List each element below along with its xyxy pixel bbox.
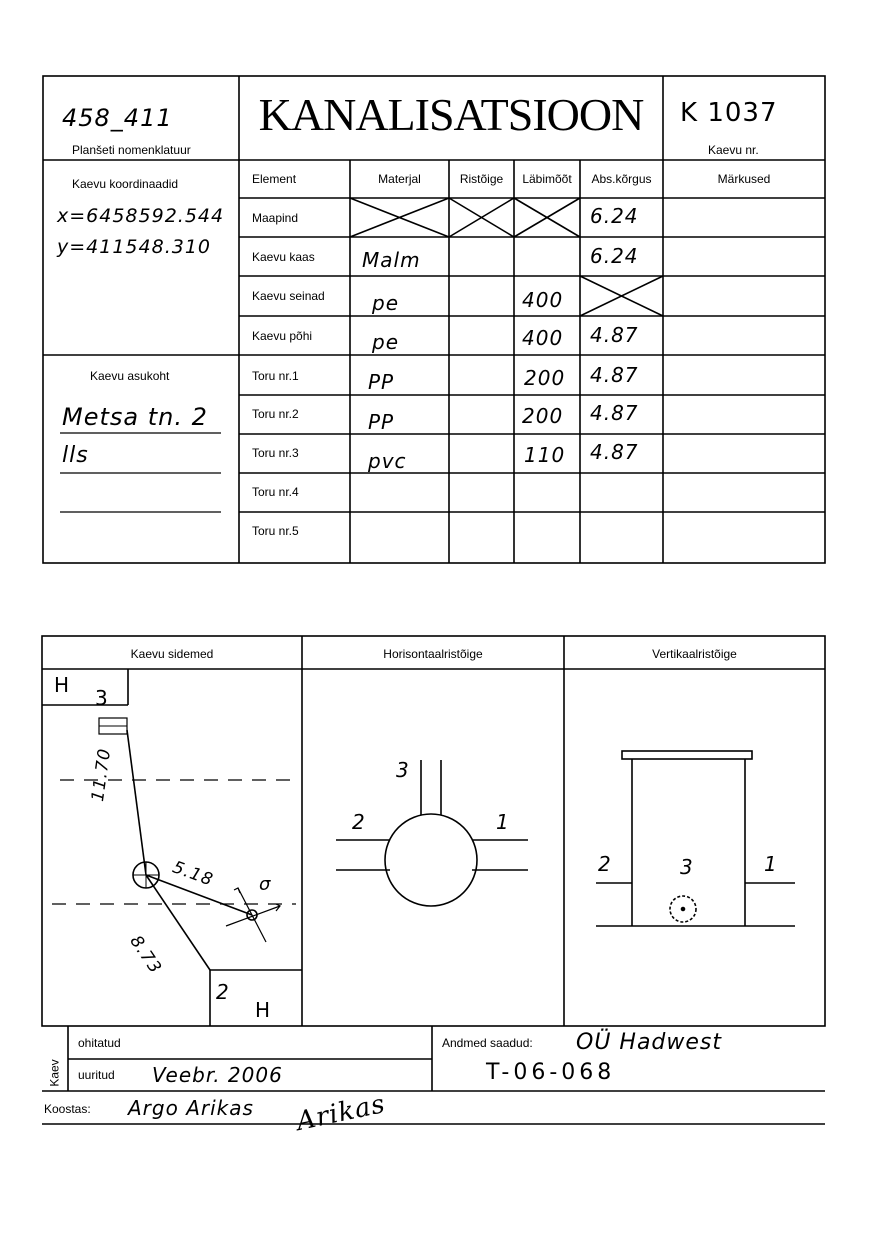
col-elevation: Abs.kõrgus bbox=[591, 172, 652, 186]
row-elevation: 4.87 bbox=[590, 440, 639, 464]
row-elevation: 6.24 bbox=[590, 244, 639, 268]
row-elevation: 6.24 bbox=[590, 204, 639, 228]
plan-code: 458_411 bbox=[62, 104, 173, 132]
horizontal-pipe2: 2 bbox=[352, 810, 366, 834]
col-material: Materjal bbox=[378, 172, 421, 186]
col-cross: Ristõige bbox=[459, 172, 504, 186]
row-element: Toru nr.2 bbox=[252, 407, 299, 421]
row-material: Malm bbox=[362, 248, 421, 272]
row-material: pe bbox=[372, 291, 399, 315]
panel-sidemed-title: Kaevu sidemed bbox=[130, 647, 214, 661]
panel-horizontal-title: Horisontaalristõige bbox=[383, 647, 483, 661]
coord-y: y=411548.310 bbox=[57, 236, 211, 258]
row-element: Kaevu põhi bbox=[252, 329, 313, 343]
row-diameter: 200 bbox=[522, 404, 564, 428]
row-material: pe bbox=[372, 330, 399, 354]
sidemed-h-top: H bbox=[54, 673, 71, 697]
horizontal-pipe3: 3 bbox=[396, 758, 410, 782]
surveyed-value: Veebr. 2006 bbox=[152, 1063, 283, 1087]
data-company: OÜ Hadwest bbox=[576, 1030, 723, 1055]
row-element: Kaevu seinad bbox=[252, 289, 325, 303]
location-line1: Metsa tn. 2 bbox=[62, 403, 208, 431]
row-elevation: 4.87 bbox=[590, 363, 639, 387]
row-element: Kaevu kaas bbox=[252, 250, 315, 264]
page-title: KANALISATSIOON bbox=[258, 89, 644, 140]
vertical-pipe1: 1 bbox=[764, 852, 778, 876]
row-diameter: 400 bbox=[522, 326, 564, 350]
row-diameter: 400 bbox=[522, 288, 564, 312]
sidemed-num3: 3 bbox=[95, 686, 109, 710]
row-material: PP bbox=[368, 410, 395, 434]
location-label: Kaevu asukoht bbox=[90, 369, 170, 383]
panel-vertical-title: Vertikaalristõige bbox=[652, 647, 737, 661]
row-elevation: 4.87 bbox=[590, 401, 639, 425]
plan-label: Planšeti nomenklatuur bbox=[72, 143, 191, 157]
well-label: Kaevu nr. bbox=[708, 143, 759, 157]
planned-label: ohitatud bbox=[78, 1036, 121, 1050]
coords-label: Kaevu koordinaadid bbox=[72, 177, 179, 191]
sidemed-dist-right: 5.18 bbox=[169, 857, 217, 891]
sidemed-num2: 2 bbox=[216, 980, 230, 1004]
surveyed-label: uuritud bbox=[78, 1068, 115, 1082]
sidemed-h-bottom: H bbox=[255, 998, 272, 1022]
author-label: Koostas: bbox=[44, 1102, 91, 1116]
row-material: pvc bbox=[368, 449, 407, 473]
coord-x: x=6458592.544 bbox=[57, 205, 225, 227]
sidemed-dist-vertical: 11.70 bbox=[88, 746, 116, 803]
data-source-label: Andmed saadud: bbox=[442, 1036, 533, 1050]
col-element: Element bbox=[252, 172, 297, 186]
row-elevation: 4.87 bbox=[590, 323, 639, 347]
row-element: Toru nr.1 bbox=[252, 369, 299, 383]
well-id: K 1037 bbox=[680, 98, 778, 128]
horizontal-pipe1: 1 bbox=[496, 810, 510, 834]
vertical-pipe2: 2 bbox=[598, 852, 612, 876]
row-material: PP bbox=[368, 370, 395, 394]
author-signature: Arikas bbox=[293, 1088, 389, 1138]
row-diameter: 110 bbox=[524, 443, 566, 467]
row-diameter: 200 bbox=[524, 366, 566, 390]
row-element: Maapind bbox=[252, 211, 299, 225]
row-element: Toru nr.5 bbox=[252, 524, 299, 538]
col-notes: Märkused bbox=[717, 172, 771, 186]
author-value: Argo Arikas bbox=[128, 1096, 254, 1120]
vertical-pipe3: 3 bbox=[680, 855, 694, 879]
col-diameter: Läbimõõt bbox=[522, 172, 572, 186]
sidemed-dist-lower: 8.73 bbox=[125, 932, 166, 978]
row-element: Toru nr.3 bbox=[252, 446, 299, 460]
sidemed-sym: σ bbox=[259, 874, 272, 895]
row-element: Toru nr.4 bbox=[252, 485, 299, 499]
data-code: T-06-068 bbox=[486, 1060, 616, 1085]
location-line2: lls bbox=[62, 443, 89, 468]
footer-side-label: Kaev bbox=[47, 1059, 62, 1087]
